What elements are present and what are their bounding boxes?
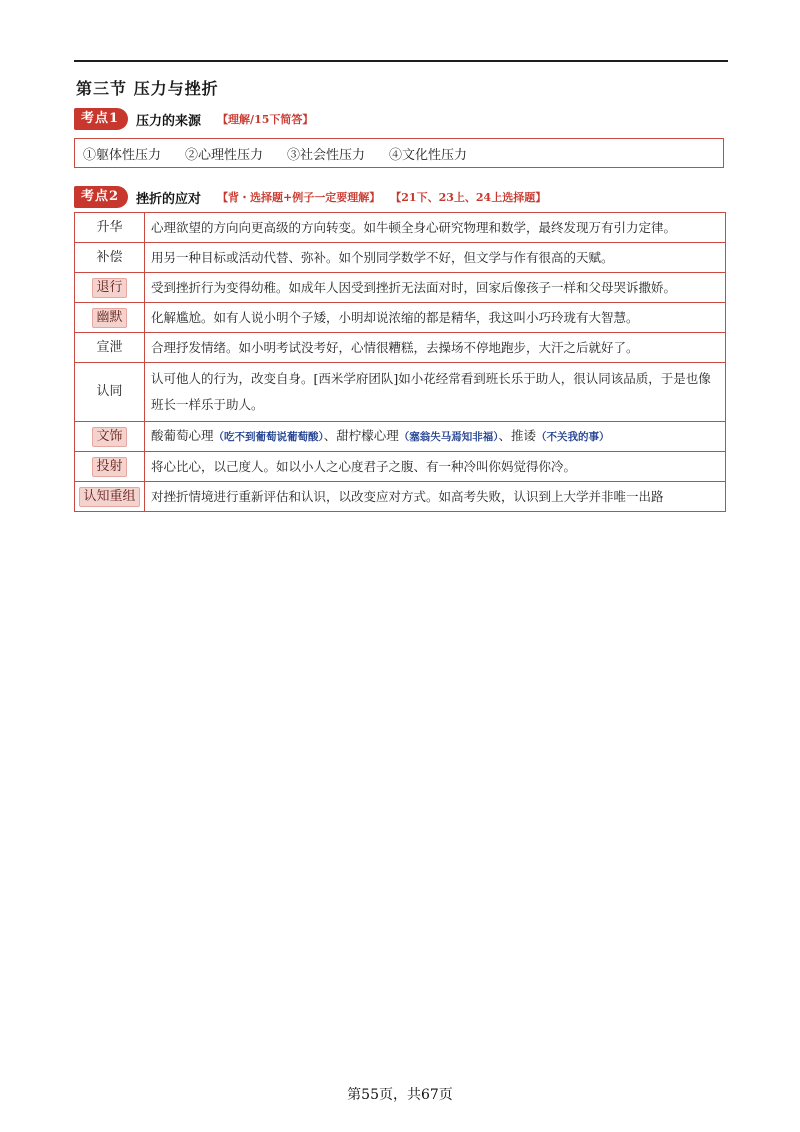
top-rule bbox=[74, 60, 728, 62]
table-row bbox=[75, 482, 726, 512]
kaodian2-note-exams: 【21下、23上、24上选择题】 bbox=[390, 191, 547, 204]
desc-cell: 将心比心，以己度人。如以小人之心度君子之腹、有一种冷叫你妈觉得你冷。 bbox=[145, 452, 726, 482]
desc-text: 、甜柠檬心理 bbox=[323, 428, 399, 443]
desc-cell: 化解尴尬。如有人说小明个子矮，小明却说浓缩的都是精华，我这叫小巧玲珑有大智慧。 bbox=[145, 303, 726, 333]
term-cell: 升华 bbox=[75, 213, 145, 243]
term-highlight: 幽默 bbox=[92, 308, 126, 328]
example-note: （吃不到葡萄说葡萄酸） bbox=[213, 431, 324, 443]
kaodian2-title: 挫折的应对 bbox=[136, 191, 202, 207]
desc-cell: 合理抒发情绪。如小明考试没考好，心情很糟糕，去操场不停地跑步，大汗之后就好了。 bbox=[145, 333, 726, 363]
term-cell bbox=[75, 482, 145, 512]
kaodian1-badge: 考点1 bbox=[74, 108, 128, 130]
term-cell bbox=[75, 273, 145, 303]
stress-sources-box bbox=[74, 138, 724, 168]
kaodian1-header bbox=[74, 108, 313, 130]
page-footer: 第55页，共67页 bbox=[347, 1087, 453, 1103]
kaodian2-badge: 考点2 bbox=[74, 186, 128, 208]
table-row bbox=[75, 243, 726, 273]
table-row bbox=[75, 273, 726, 303]
example-note: （不关我的事） bbox=[536, 431, 610, 443]
table-row bbox=[75, 213, 726, 243]
stress-source-item: ①躯体性压力 bbox=[83, 147, 162, 163]
term-cell: 补偿 bbox=[75, 243, 145, 273]
term-highlight: 退行 bbox=[92, 278, 126, 298]
table-row bbox=[75, 363, 726, 422]
term-highlight: 认知重组 bbox=[79, 487, 139, 507]
table-row bbox=[75, 333, 726, 363]
term-highlight: 文饰 bbox=[92, 427, 126, 447]
table-row bbox=[75, 422, 726, 452]
kaodian1-title: 压力的来源 bbox=[136, 113, 202, 129]
stress-source-item: ③社会性压力 bbox=[287, 147, 366, 163]
term-cell: 认同 bbox=[75, 363, 145, 422]
example-note: （塞翁失马焉知非福） bbox=[398, 431, 499, 443]
stress-source-item: ②心理性压力 bbox=[185, 147, 264, 163]
table-row bbox=[75, 303, 726, 333]
kaodian2-header bbox=[74, 186, 546, 208]
desc-cell: 心理欲望的方向向更高级的方向转变。如牛顿全身心研究物理和数学，最终发现万有引力定律。 bbox=[145, 213, 726, 243]
coping-strategies-table bbox=[74, 212, 726, 512]
desc-cell: 用另一种目标或活动代替、弥补。如个别同学数学不好，但文学与作有很高的天赋。 bbox=[145, 243, 726, 273]
kaodian2-note: 【背・选择题+例子一定要理解】 bbox=[217, 191, 381, 204]
term-cell bbox=[75, 303, 145, 333]
kaodian1-note: 【理解/15下简答】 bbox=[217, 113, 314, 126]
desc-cell: 认可他人的行为，改变自身。[西米学府团队]如小花经常看到班长乐于助人，很认同该品质，于是也像班长一样乐于助人。 bbox=[145, 363, 726, 422]
desc-text: 、推诿 bbox=[498, 428, 537, 443]
desc-cell bbox=[145, 422, 726, 452]
desc-text: 酸葡萄心理 bbox=[151, 428, 214, 443]
term-highlight: 投射 bbox=[92, 457, 126, 477]
term-cell bbox=[75, 452, 145, 482]
section-title: 第三节 压力与挫折 bbox=[76, 79, 219, 98]
table-row bbox=[75, 452, 726, 482]
stress-source-item: ④文化性压力 bbox=[389, 147, 468, 163]
term-cell bbox=[75, 422, 145, 452]
desc-cell: 受到挫折行为变得幼稚。如成年人因受到挫折无法面对时，回家后像孩子一样和父母哭诉撒娇。 bbox=[145, 273, 726, 303]
desc-cell: 对挫折情境进行重新评估和认识，以改变应对方式。如高考失败，认识到上大学并非唯一出路 bbox=[145, 482, 726, 512]
term-cell: 宣泄 bbox=[75, 333, 145, 363]
